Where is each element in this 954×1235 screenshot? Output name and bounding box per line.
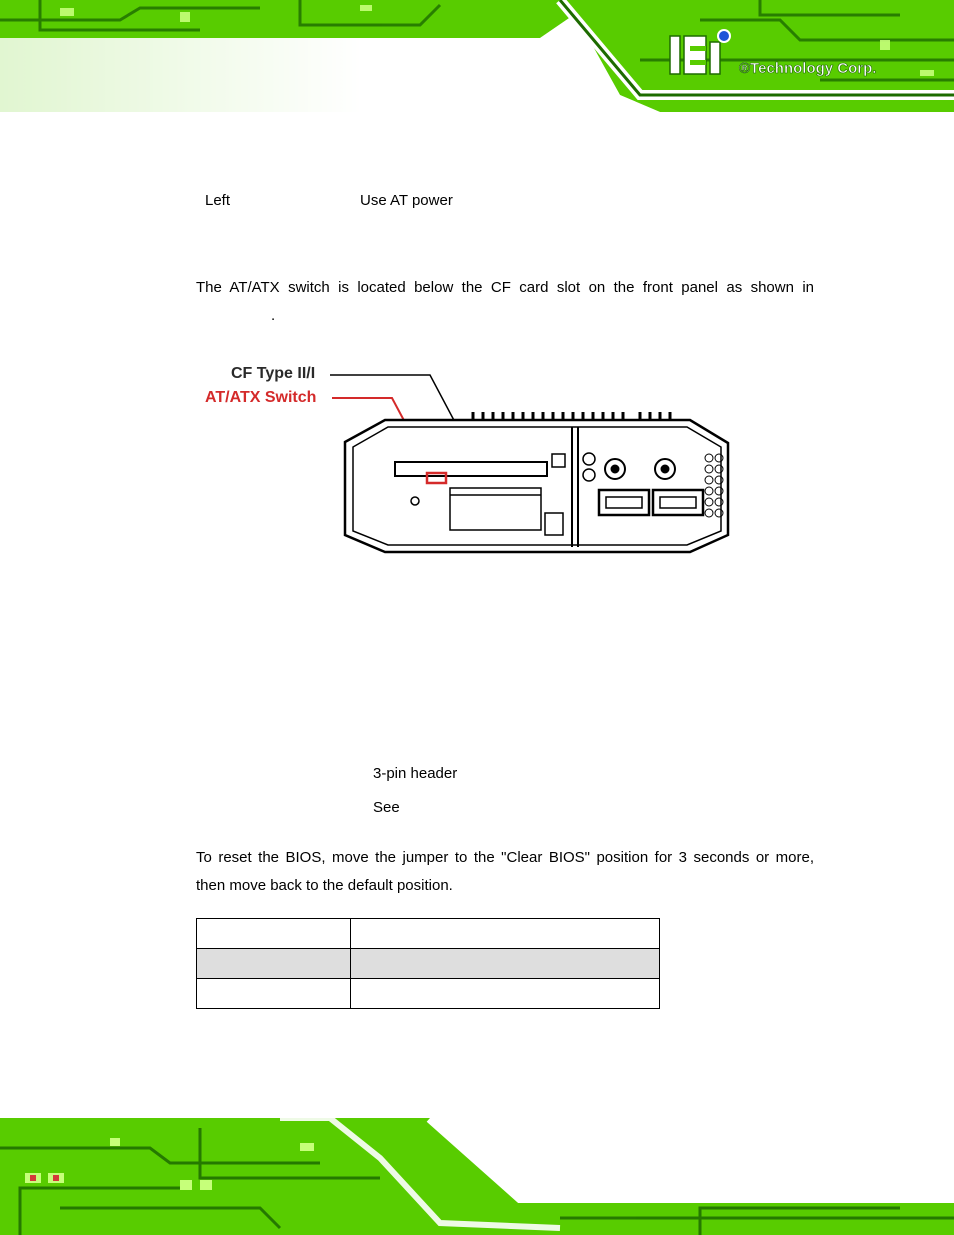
jumper-settings-table [196, 918, 660, 1009]
brand-text: ®Technology Corp. [739, 60, 877, 77]
paragraph-line: then move back to the default position. [196, 877, 453, 894]
setting-description: Use AT power [360, 192, 453, 209]
jumper-see: See [373, 799, 400, 816]
table-cell [351, 919, 660, 949]
cf-type-label: CF Type II/I [231, 365, 316, 382]
table-cell [197, 949, 351, 979]
front-panel-drawing [195, 355, 740, 570]
paragraph-line: . [271, 307, 276, 324]
table-cell [197, 919, 351, 949]
footer-banner [0, 1118, 954, 1235]
table-row [197, 919, 660, 949]
jumper-type: 3-pin header [373, 765, 458, 782]
at-atx-switch-label: AT/ATX Switch [205, 389, 317, 406]
table-cell [351, 949, 660, 979]
table-cell [197, 979, 351, 1009]
paragraph-line: The AT/ATX switch is located below the CF card slot on the front panel as shown in [196, 279, 814, 296]
table-row [197, 949, 660, 979]
paragraph-reset-bios [196, 844, 814, 900]
table-row [197, 979, 660, 1009]
setting-position: Left [205, 192, 231, 209]
paragraph-line: To reset the BIOS, move the jumper to the "Clear BIOS" position for 3 seconds or more, [196, 849, 814, 866]
paragraph-atx-switch [196, 274, 814, 330]
table-cell [351, 979, 660, 1009]
front-panel-figure [195, 355, 740, 570]
header-banner [0, 0, 954, 112]
